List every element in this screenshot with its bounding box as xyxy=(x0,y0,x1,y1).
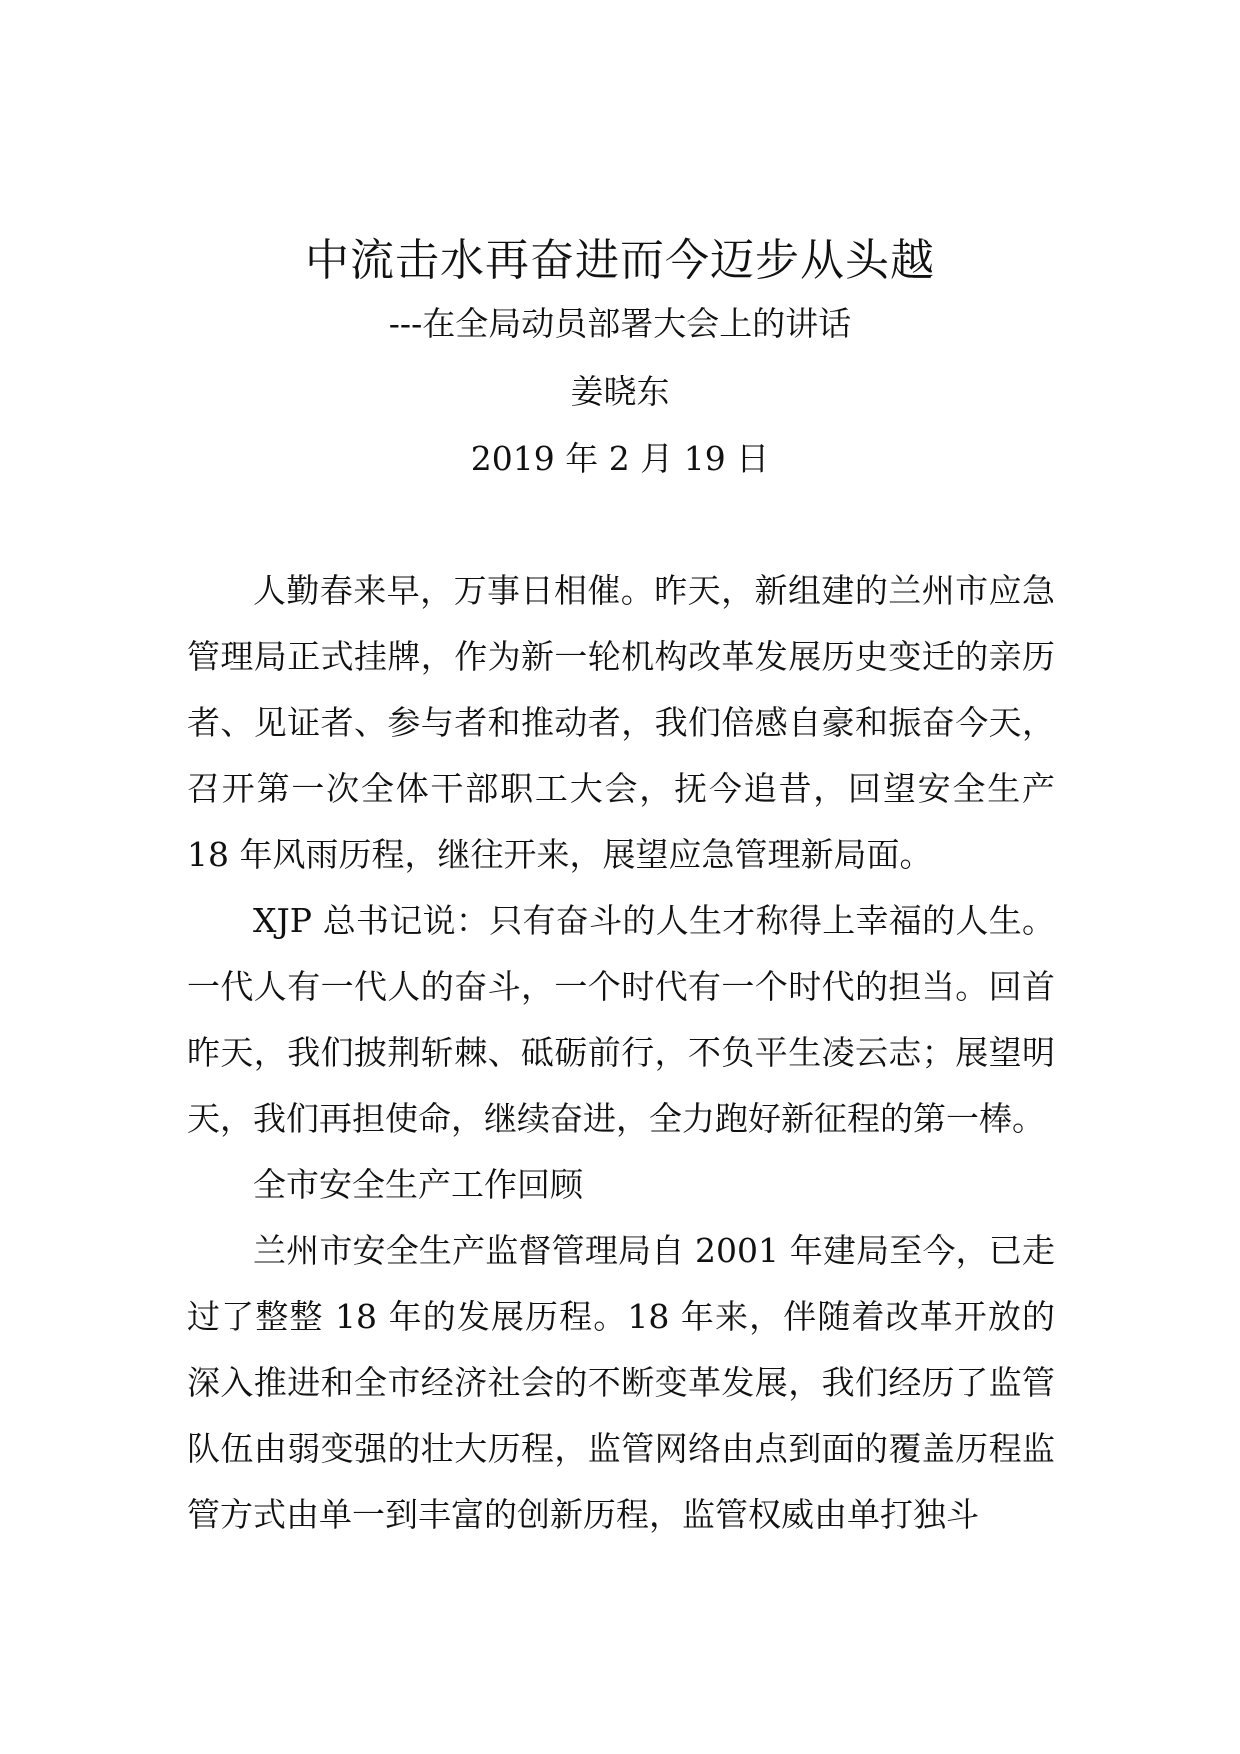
paragraph-review: 兰州市安全生产监督管理局自 2001 年建局至今，已走过了整整 18 年的发展历程。18 年来，伴随着改革开放的深入推进和全市经济社会的不断变革发展，我们经历了监管队伍由弱变强的壮大历程，监管网络由点到面的覆盖历程监管方式由单一到丰富的创新历程，监管权威由单打独斗 xyxy=(187,1231,1055,1534)
paragraph-opening: 人勤春来早，万事日相催。昨天，新组建的兰州市应急管理局正式挂牌，作为新一轮机构改革发展历史变迁的亲历者、见证者、参与者和推动者，我们倍感自豪和振奋今天，召开第一次全体干部职工大会，抚今追昔，回望安全生产 18 年风雨历程，继往开来，展望应急管理新局面。 xyxy=(187,571,1055,874)
document-date: 2019 年 2 月 19 日 xyxy=(470,439,770,478)
document-title: 中流击水再奋进而今迈步从头越 xyxy=(305,235,935,286)
document-author: 姜晓东 xyxy=(570,372,670,411)
document-subtitle: ---在全局动员部署大会上的讲话 xyxy=(388,304,852,343)
paragraph-quote: XJP 总书记说：只有奋斗的人生才称得上幸福的人生。一代人有一代人的奋斗，一个时代有一个时代的担当。回首昨天，我们披荆斩棘、砥砺前行，不负平生凌云志；展望明天，我们再担使命，继续奋进，全力跑好新征程的第一棒。 xyxy=(187,901,1055,1138)
document-body xyxy=(187,558,1055,1548)
section-heading: 全市安全生产工作回顾 xyxy=(253,1165,583,1204)
